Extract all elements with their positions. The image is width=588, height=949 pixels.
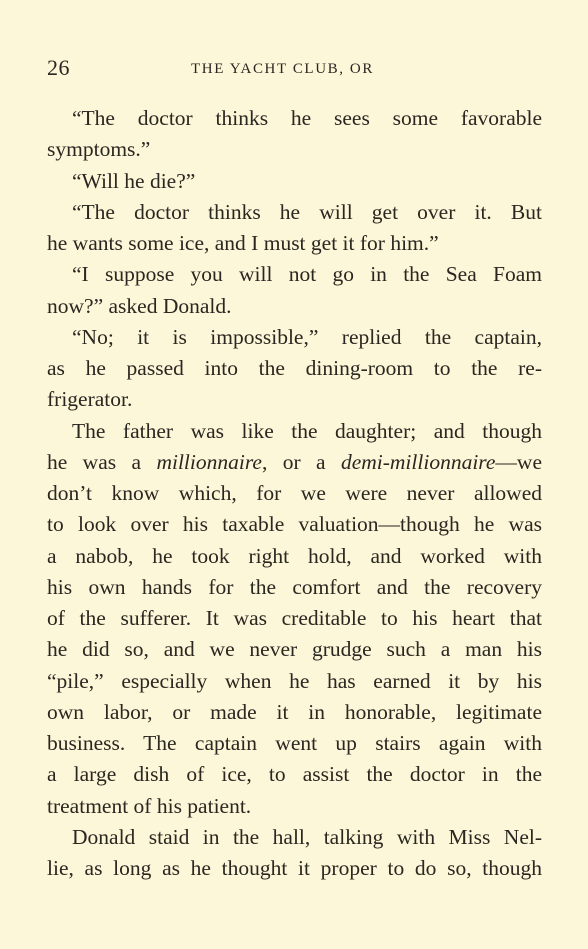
text-line: business. The captain went up stairs again with (47, 731, 542, 755)
text-line: symptoms.” (47, 137, 151, 162)
page-number: 26 (47, 55, 70, 80)
text-line: “The doctor thinks he sees some favorable (72, 106, 542, 130)
text-line: a nabob, he took right hold, and worked with (47, 543, 542, 568)
text-line: now?” asked Donald. (47, 293, 232, 318)
text-line: his own hands for the comfort and the recovery (47, 574, 542, 599)
text-line: he did so, and we never grudge such a man his (47, 637, 542, 662)
text-line: The father was like the daughter; and though (72, 418, 542, 443)
italic-word: millionnaire (156, 449, 262, 474)
text-line: of the sufferer. It was creditable to his heart that (47, 606, 542, 630)
text-line: own labor, or made it in honorable, legitimate (47, 699, 542, 724)
text-line: a large dish of ice, to assist the doctor in the (47, 762, 542, 787)
text-line-with-italics (47, 447, 542, 478)
text-line: “No; it is impossible,” replied the captain, (72, 324, 542, 349)
text-line: frigerator. (47, 387, 133, 412)
running-head: THE YACHT CLUB, OR (191, 61, 374, 77)
text-line: Donald staid in the hall, talking with Miss Nel- (72, 824, 542, 849)
text-line: don’t know which, for we were never allowed (47, 481, 542, 505)
text-line: “I suppose you will not go in the Sea Foam (72, 262, 542, 287)
text-fragment: he was a (47, 449, 157, 474)
text-line: he wants some ice, and I must get it for him.” (47, 231, 439, 255)
body-text (47, 103, 542, 884)
text-line: treatment of his patient. (47, 793, 252, 818)
text-fragment: —we (495, 449, 542, 474)
italic-word: demi-millionnaire (340, 449, 496, 474)
text-line: “Will he die?” (72, 168, 196, 193)
text-line: “The doctor thinks he will get over it. But (72, 199, 542, 224)
text-line: lie, as long as he thought it proper to do so, though (47, 856, 542, 880)
text-line: “pile,” especially when he has earned it by his (47, 668, 542, 693)
text-line: as he passed into the dining-room to the re- (47, 356, 542, 380)
text-line: to look over his taxable valuation—though he was (47, 512, 542, 537)
text-fragment: , or a (261, 449, 341, 474)
